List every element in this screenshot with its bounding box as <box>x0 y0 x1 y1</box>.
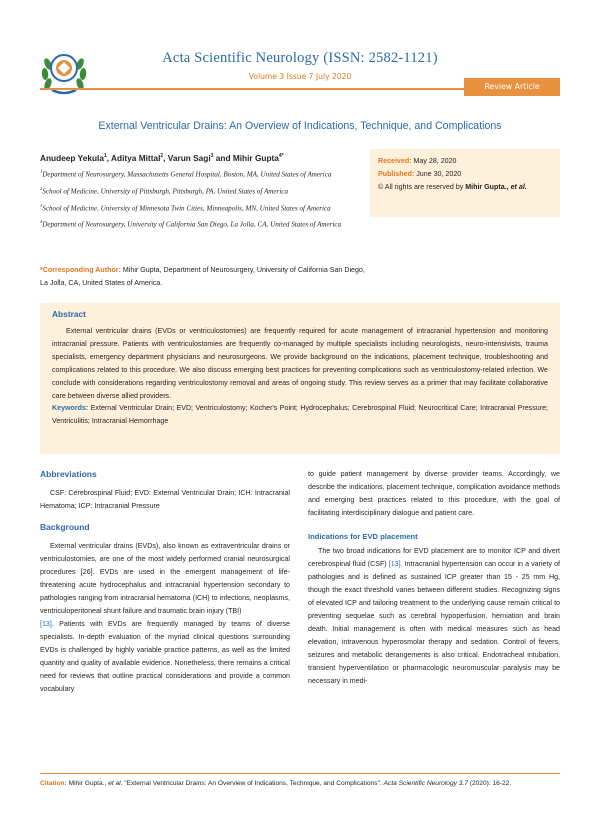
background-heading: Background <box>40 522 90 532</box>
indications-text: The two broad indications for EVD placement are to monitor ICP and divert cerebrospinal fluid (CSF) <box>308 547 560 568</box>
abstract-text: External ventricular drains (EVDs or ventriculostomies) are frequently required for acute management of intracranial hypertension and monitoring intracranial pressure. Patients with ventriculostomies are frequently co-managed by multiple specialists including neurologists, neuro-intensivists, trauma specialists, emergency department physicians and neurosurgeons. We provide background on the indications, placement technique, troubleshooting and complications related to this procedure. We also discuss emerging best practices for preventing complications such as ventriculostomy-related infection. We conclude with considerations regarding ventriculostomy removal and areas of ongoing study. This review serves as a primer that may facilitate collaborative care between diverse allied providers. <box>52 327 548 400</box>
background-text: External ventricular drains (EVDs), also known as extraventricular drains or ventriculostomies, are one of the most widely performed cranial neurosurgical procedures [26]. EVDs are used in the emergent management of life-threatening acute hydrocephalus and intracranial hypertension secondary to pathologies ranging from intracranial hematoma (ICH) to infections, neoplasms, ventriculoperitoneal shunt failure and traumatic brain injury (TBI) <box>40 542 290 615</box>
citation <box>40 779 560 790</box>
abbreviations-text: CSF: Cerebrospinal Fluid; EVD: External Ventricular Drain; ICH: Intracranial Hematoma; ICP: Intracranial Pressure <box>40 489 290 510</box>
background-text-cont: Patients with EVDs are frequently managed by teams of diverse specialists. In-depth evaluation of the myriad clinical questions surrounding EVDs is challenged by highly variable practice patterns, as well as the limited quantity and quality of available evidence. Nonetheless, there remains a critical need for reviews that outline practical considerations and provide a common vocabulary <box>40 620 290 693</box>
body-right-column <box>308 468 560 688</box>
citation-tail: (2020): 16-22. <box>469 780 512 787</box>
reference-link[interactable]: [13]. <box>388 560 403 568</box>
author-sup: 2 <box>160 153 164 160</box>
author-sup: 4* <box>278 153 284 160</box>
received-row <box>378 155 552 168</box>
affiliation <box>40 166 365 181</box>
published-row <box>378 168 552 181</box>
author-name: Varun Sagi <box>167 153 211 163</box>
citation-journal: Acta Scientific Neurology 3.7 <box>383 780 468 787</box>
affiliation <box>40 216 365 231</box>
body-left-column <box>40 468 290 696</box>
issue-line: Volume 3 Issue 7 July 2020 <box>248 72 352 81</box>
corresponding-author <box>40 264 365 290</box>
keywords <box>52 402 548 428</box>
affiliation-sup: 4 <box>40 219 43 225</box>
keywords-label: Keywords: <box>52 404 89 413</box>
author-sup: 1 <box>103 153 107 160</box>
affiliation-text: School of Medicine, University of Minnesota Twin Cities, Minneapolis, MN, United States of America <box>42 203 331 212</box>
affiliation-sup: 2 <box>40 185 43 191</box>
rights-row <box>378 181 552 194</box>
received-label: Received: <box>378 157 412 165</box>
corresponding-text: Mihir Gupta, Department of Neurosurgery, University of California San Diego, La Jolla, CA, United States of America. <box>40 266 365 287</box>
journal-title: Acta Scientific Neurology (ISSN: 2582-1121) <box>162 50 438 66</box>
affiliation-list <box>40 166 365 233</box>
citation-label: Citation: <box>40 780 67 787</box>
indications-heading: Indications for EVD placement <box>308 532 418 541</box>
corresponding-label: *Corresponding Author: <box>40 266 121 274</box>
received-date: May 28, 2020 <box>413 157 457 165</box>
author-name: Mihir Gupta <box>232 153 279 163</box>
affiliation-sup: 3 <box>40 202 43 208</box>
affiliation-text: School of Medicine, University of Pittsburgh, Pittsburgh, PA, United States of America <box>42 187 288 196</box>
article-title: External Ventricular Drains: An Overview of Indications, Technique, and Complications <box>98 120 502 132</box>
citation-title: "External Ventricular Drains: An Overview of Indications, Technique, and Complications". <box>124 780 382 787</box>
rights-prefix: © All rights are reserved by <box>378 183 464 192</box>
citation-authors: Mihir Gupta., <box>68 780 107 787</box>
background-paragraph <box>40 540 290 696</box>
author-sup: 3 <box>210 153 214 160</box>
rights-etal: et al. <box>510 183 527 192</box>
keywords-text: External Ventricular Drain; EVD; Ventriculostomy; Kocher's Point; Hydrocephalus; Cerebrospinal Fluid; Neurocritical Care; Intracranial Pressure; Ventriculitis; Intracranial Hemorrhage <box>52 404 548 426</box>
citation-etal: et al. <box>108 780 123 787</box>
rights-authors: Mihir Gupta., <box>465 183 509 192</box>
dates-box <box>370 149 560 217</box>
affiliation <box>40 183 365 198</box>
published-label: Published: <box>378 170 415 179</box>
affiliation-sup: 1 <box>40 169 43 174</box>
affiliation-text: Department of Neurosurgery, Massachusetts General Hospital, Boston, MA, United States of America <box>42 170 332 179</box>
article-type-badge: Review Article <box>464 78 560 96</box>
author-list: Anudeep Yekula$^1$, Aditya Mittal$^2$, Varun Sagi$^3$ and Mihir Gupta$^{4*}$ <box>40 153 284 163</box>
abbreviations-heading: Abbreviations <box>40 469 97 479</box>
author-name: Aditya Mittal <box>111 153 161 163</box>
affiliation <box>40 200 365 215</box>
indications-text-cont: Intracranial hypertension can occur in a variety of pathologies and is defined as sustained ICP greater than 15 - 25 mm Hg, though the exact threshold varies between different studies. Recognizing signs of elevated ICP and tailoring treatment to the underlying cause remain critical to preventing sequelae such as cerebral hypoperfusion, herniation and brain death. Initial management is often with medical measures such as head elevation, intravenous hyperosmolar therapy and sedation. Control of fevers, seizures and metabolic derangements is also critical. Endotracheal intubation, transient hyperventilation or pharmacologic neuromuscular paralysis may be necessary in medi- <box>308 560 560 685</box>
author-name: Anudeep Yekula <box>40 153 104 163</box>
affiliation-text: Department of Neurosurgery, University of California San Diego, La Jolla, CA, United States of America <box>42 220 342 229</box>
reference-link[interactable]: [13]. <box>40 620 54 628</box>
right-paragraph: to guide patient management by diverse provider teams. Accordingly, we describe the indications, placement technique, complication avoidance methods and emerging best practices related to this procedure, with the goal of facilitating interdisciplinary dialogue and patient care. <box>308 470 560 517</box>
abstract-box <box>40 303 560 454</box>
footer-divider <box>40 773 560 774</box>
abstract-heading: Abstract <box>52 309 86 319</box>
published-date: June 30, 2020 <box>416 170 462 179</box>
indications-paragraph <box>308 545 560 688</box>
